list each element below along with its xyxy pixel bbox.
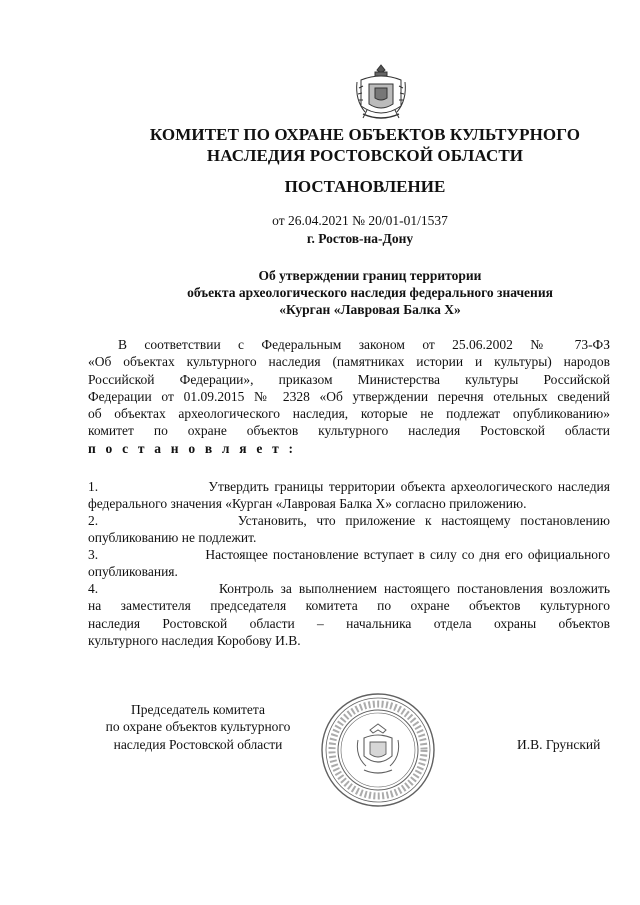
list-item-line: опубликования.: [88, 564, 178, 580]
list-item-number: 3.: [88, 547, 99, 562]
subject-line2: объекта археологического наследия федерального значения: [187, 285, 553, 300]
list-item-line: на заместителя председателя комитета по охране объектов культурного: [88, 598, 610, 614]
list-item-line: опубликованию не подлежит.: [88, 530, 257, 546]
intro-line: комитет по охране объектов культурного наследия Ростовской области: [88, 423, 610, 439]
list-item-text: Контроль за выполнением настоящего постановления возложить: [218, 581, 610, 596]
list-item-text: Настоящее постановление вступает в силу со дня его официального: [205, 547, 610, 562]
list-item-number: 1.: [88, 479, 99, 494]
subject-line3: «Курган «Лавровая Балка X»: [279, 302, 461, 317]
document-type: ПОСТАНОВЛЕНИЕ: [284, 177, 446, 196]
list-item-line: культурного наследия Коробову И.В.: [88, 632, 301, 648]
signatory-position-line: наследия Ростовской области: [113, 736, 283, 752]
intro-line-text: В соответствии с Федеральным законом от 25.06.2002 № 73-ФЗ: [118, 337, 610, 352]
document-date-number: от 26.04.2021 № 20/01-01/1537: [272, 213, 448, 228]
intro-line: об объектах археологического наследия, которые не подлежат опубликованию»: [88, 406, 610, 422]
list-item-line: федерального значения «Курган «Лавровая Балка X» согласно приложению.: [88, 496, 527, 512]
org-name-line1: КОМИТЕТ ПО ОХРАНЕ ОБЪЕКТОВ КУЛЬТУРНОГО: [149, 125, 581, 144]
list-item: [88, 580, 610, 649]
subject-line1: Об утверждении границ территории: [258, 268, 482, 283]
decree-word: п о с т а н о в л я е т :: [88, 440, 297, 456]
list-item-line: [88, 512, 610, 529]
document-city: г. Ростов-на-Дону: [306, 231, 414, 246]
list-item: [88, 546, 610, 581]
list-item: [88, 512, 610, 547]
list-item-line: [88, 546, 610, 563]
coat-of-arms-icon: [353, 62, 409, 122]
intro-line: Российской Федерации», приказом Министерства культуры Российской: [88, 371, 610, 387]
signatory-position-line: по охране объектов культурного: [105, 719, 291, 735]
intro-line: «Об объектах культурного наследия (памятниках истории и культуры) народов: [88, 354, 610, 370]
list-item-number: 2.: [88, 513, 99, 528]
official-seal-icon: [318, 690, 438, 810]
list-item-text: Установить, что приложение к настоящему постановлению: [237, 513, 610, 528]
list-item-number: 4.: [88, 581, 99, 596]
intro-paragraph: [88, 336, 610, 457]
signer-name: И.В. Грунский: [517, 737, 601, 752]
signatory-position-line: Председатель комитета: [131, 702, 265, 717]
intro-line: Федерации от 01.09.2015 № 2328 «Об утверждении перечня отельных сведений: [88, 388, 610, 404]
intro-line: [88, 336, 610, 353]
list-item-line: [88, 478, 610, 495]
list-item-line: наследия Ростовской области – начальника отдела охраны объектов: [88, 615, 610, 631]
list-item: [88, 478, 610, 513]
signatory-position: [88, 701, 308, 753]
org-name-line2: НАСЛЕДИЯ РОСТОВСКОЙ ОБЛАСТИ: [206, 146, 524, 165]
list-item-text: Утвердить границы территории объекта археологического наследия: [208, 479, 610, 494]
list-item-line: [88, 580, 610, 597]
